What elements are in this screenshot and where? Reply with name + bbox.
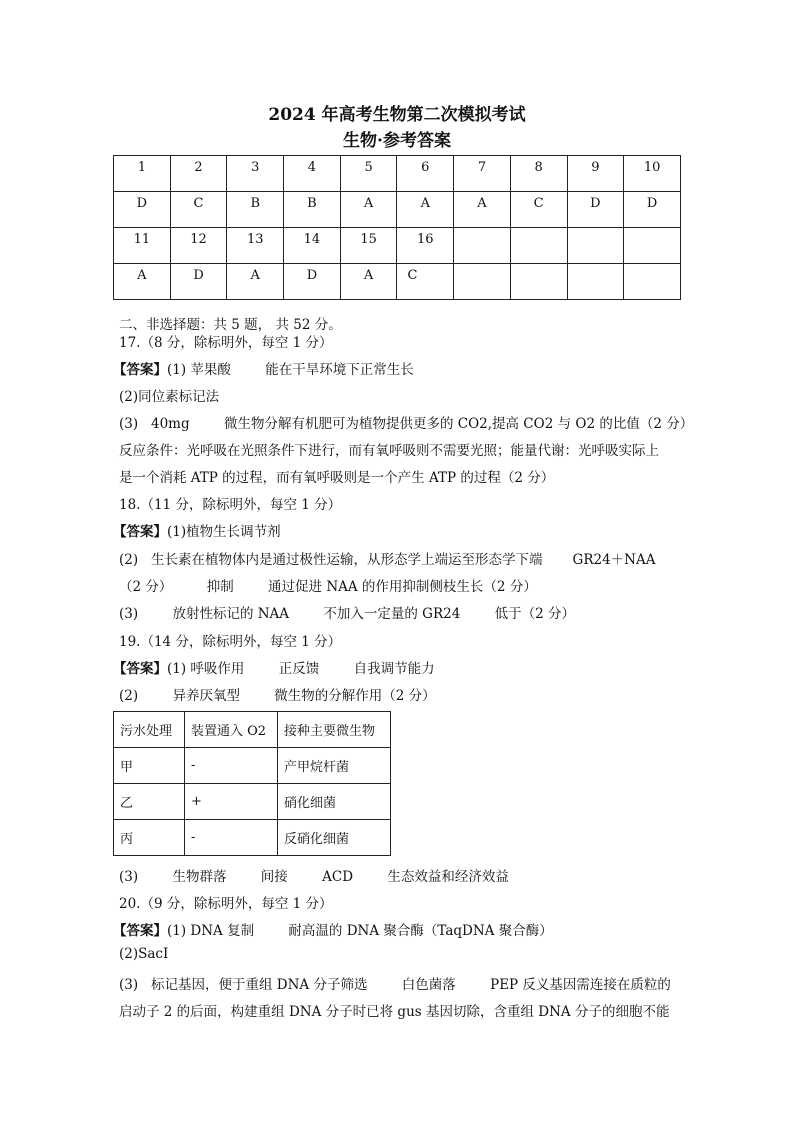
answer-line: (2)同位素标记法 xyxy=(119,389,220,405)
grid-cell xyxy=(454,228,511,264)
grid-cell: 12 xyxy=(170,228,227,264)
grid-cell: 9 xyxy=(567,156,624,192)
grid-cell: D xyxy=(624,192,681,228)
grid-cell: D xyxy=(284,264,341,300)
grid-cell: 10 xyxy=(624,156,681,192)
table-row xyxy=(114,228,681,264)
grid-cell: B xyxy=(227,192,284,228)
table-cell: 产甲烷杆菌 xyxy=(278,748,391,784)
table-cell: 硝化细菌 xyxy=(278,784,391,820)
grid-cell: 5 xyxy=(340,156,397,192)
grid-cell: A xyxy=(340,264,397,300)
answer-line: 反应条件：光呼吸在光照条件下进行，而有氧呼吸则不需要光照；能量代谢：光呼吸实际上 xyxy=(119,443,659,459)
table-row xyxy=(114,192,681,228)
table-row xyxy=(114,156,681,192)
answer-tag: 【答案】 xyxy=(113,362,167,378)
grid-cell: 8 xyxy=(510,156,567,192)
grid-cell xyxy=(510,228,567,264)
grid-cell: 2 xyxy=(170,156,227,192)
table-cell: 甲 xyxy=(114,748,185,784)
answer-tag: 【答案】 xyxy=(113,524,167,540)
grid-cell: D xyxy=(567,192,624,228)
answer-line: (2) 生长素在植物体内是通过极性运输，从形态学上端运至形态学下端 GR24＋NAA xyxy=(119,552,656,568)
section-heading: 二、非选择题：共 5 题， 共 52 分。 xyxy=(119,317,342,333)
table-header-cell: 装置通入 O2 xyxy=(185,712,278,748)
page-title: 2024 年高考生物第二次模拟考试 xyxy=(268,105,526,125)
grid-cell: 4 xyxy=(284,156,341,192)
answer-line xyxy=(113,520,281,540)
grid-cell xyxy=(510,264,567,300)
answer-line: (3) 40mg 微生物分解有机肥可为植物提供更多的 CO2,提高 CO2 与 O2 的比值（2 分） xyxy=(119,416,694,432)
grid-cell: A xyxy=(397,192,454,228)
answer-line: (2) 异养厌氧型 微生物的分解作用（2 分） xyxy=(119,688,436,704)
answer-text: (1) 呼吸作用 正反馈 自我调节能力 xyxy=(167,661,435,677)
answer-line xyxy=(113,919,553,939)
table-cell: 丙 xyxy=(114,820,185,856)
table-row xyxy=(114,264,681,300)
table-cell: - xyxy=(185,820,278,856)
question-20-heading: 20.（9 分，除标明外，每空 1 分） xyxy=(119,896,333,912)
answer-line: （2 分） 抑制 通过促进 NAA 的作用抑制侧枝生长（2 分） xyxy=(119,579,537,595)
answer-tag: 【答案】 xyxy=(113,923,167,939)
answer-line: 是一个消耗 ATP 的过程，而有氧呼吸则是一个产生 ATP 的过程（2 分） xyxy=(119,470,555,486)
answer-tag: 【答案】 xyxy=(113,661,167,677)
grid-cell: B xyxy=(284,192,341,228)
grid-cell: 3 xyxy=(227,156,284,192)
grid-cell: 1 xyxy=(114,156,171,192)
grid-cell xyxy=(624,264,681,300)
table-header-cell: 接种主要微生物 xyxy=(278,712,391,748)
answer-line xyxy=(113,358,414,378)
question-18-heading: 18.（11 分，除标明外，每空 1 分） xyxy=(119,497,342,513)
answer-line: (3) 放射性标记的 NAA 不加入一定量的 GR24 低于（2 分） xyxy=(119,606,576,622)
grid-cell: 7 xyxy=(454,156,511,192)
question-17-heading: 17.（8 分，除标明外，每空 1 分） xyxy=(119,335,333,351)
grid-cell: D xyxy=(114,192,171,228)
table-row xyxy=(114,748,391,784)
grid-cell: A xyxy=(340,192,397,228)
table-row xyxy=(114,820,391,856)
grid-cell: 14 xyxy=(284,228,341,264)
grid-cell: D xyxy=(170,264,227,300)
table-cell: 反硝化细菌 xyxy=(278,820,391,856)
grid-cell: 15 xyxy=(340,228,397,264)
table-cell: - xyxy=(185,748,278,784)
grid-cell xyxy=(567,228,624,264)
question-19-heading: 19.（14 分，除标明外，每空 1 分） xyxy=(119,634,342,650)
grid-cell: A xyxy=(114,264,171,300)
answer-text: (1)植物生长调节剂 xyxy=(167,524,281,540)
table-row xyxy=(114,712,391,748)
answer-line: (3) 标记基因，便于重组 DNA 分子筛选 白色菌落 PEP 反义基因需连接在质粒的 xyxy=(119,977,671,993)
grid-cell: 16 xyxy=(397,228,454,264)
table-row xyxy=(114,784,391,820)
answer-line: (3) 生物群落 间接 ACD 生态效益和经济效益 xyxy=(119,869,509,885)
answer-text: (1) 苹果酸 能在干旱环境下正常生长 xyxy=(167,362,414,378)
grid-cell: A xyxy=(454,192,511,228)
answer-text: (1) DNA 复制 耐高温的 DNA 聚合酶（TaqDNA 聚合酶） xyxy=(167,923,553,939)
sewage-table xyxy=(113,711,391,856)
grid-cell: 11 xyxy=(114,228,171,264)
page-subtitle: 生物·参考答案 xyxy=(343,131,451,151)
grid-cell: C xyxy=(510,192,567,228)
grid-cell: 6 xyxy=(397,156,454,192)
grid-cell xyxy=(454,264,511,300)
answer-line: 启动子 2 的后面，构建重组 DNA 分子时已将 gus 基因切除，含重组 DNA 分子的细胞不能 xyxy=(119,1004,670,1020)
table-cell: 乙 xyxy=(114,784,185,820)
grid-cell xyxy=(624,228,681,264)
table-header-cell: 污水处理 xyxy=(114,712,185,748)
grid-cell xyxy=(567,264,624,300)
answer-line: (2)SacI xyxy=(119,946,169,962)
answer-line xyxy=(113,657,435,677)
grid-cell: C xyxy=(170,192,227,228)
table-cell: + xyxy=(185,784,278,820)
answer-grid xyxy=(113,155,681,300)
grid-cell: 13 xyxy=(227,228,284,264)
grid-cell: C xyxy=(397,264,454,300)
grid-cell: A xyxy=(227,264,284,300)
